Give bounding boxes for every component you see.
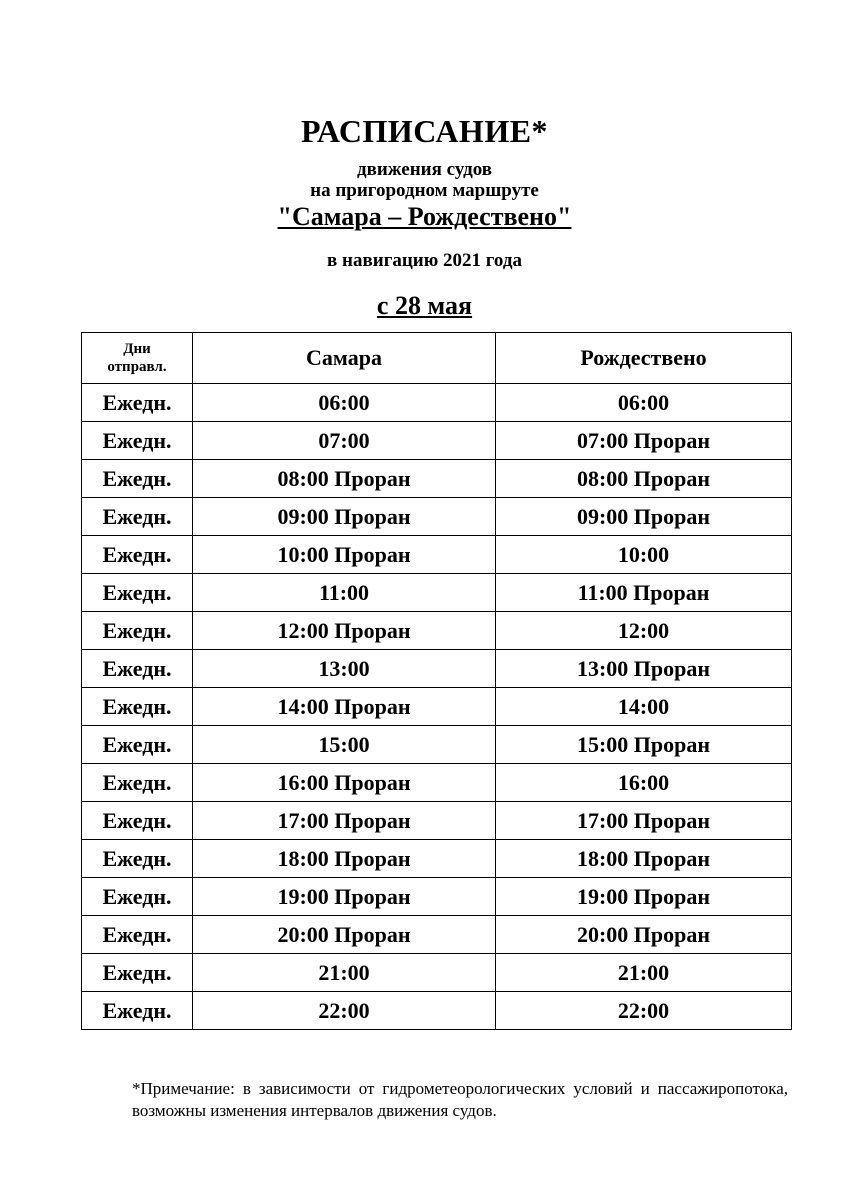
cell-days: Ежедн. (82, 422, 193, 460)
cell-samara: 17:00 Проран (193, 802, 496, 840)
cell-rozhdestveno: 22:00 (496, 992, 792, 1030)
cell-rozhdestveno: 10:00 (496, 536, 792, 574)
table-row (82, 688, 792, 726)
cell-samara: 18:00 Проран (193, 840, 496, 878)
cell-samara: 15:00 (193, 726, 496, 764)
subtitle-line-2: на пригородном маршруте (310, 180, 539, 201)
cell-rozhdestveno: 11:00 Проран (496, 574, 792, 612)
schedule-table (81, 332, 792, 1030)
cell-days: Ежедн. (82, 878, 193, 916)
cell-rozhdestveno: 17:00 Проран (496, 802, 792, 840)
header-rozhdestveno: Рождествено (496, 333, 792, 384)
table-row (82, 954, 792, 992)
cell-rozhdestveno: 20:00 Проран (496, 916, 792, 954)
subtitle-line-1: движения судов (356, 159, 493, 180)
table-row (82, 422, 792, 460)
page-title: РАСПИСАНИЕ* (300, 113, 549, 149)
cell-rozhdestveno: 06:00 (496, 384, 792, 422)
table-row (82, 992, 792, 1030)
cell-days: Ежедн. (82, 802, 193, 840)
cell-samara: 16:00 Проран (193, 764, 496, 802)
cell-samara: 06:00 (193, 384, 496, 422)
cell-rozhdestveno: 19:00 Проран (496, 878, 792, 916)
table-row (82, 726, 792, 764)
table-row (82, 384, 792, 422)
cell-rozhdestveno: 09:00 Проран (496, 498, 792, 536)
cell-days: Ежедн. (82, 916, 193, 954)
header-days-line-2: отправл. (107, 359, 167, 375)
cell-samara: 20:00 Проран (193, 916, 496, 954)
table-row (82, 916, 792, 954)
cell-days: Ежедн. (82, 384, 193, 422)
navigation-season: в навигацию 2021 года (327, 250, 522, 271)
cell-samara: 21:00 (193, 954, 496, 992)
footnote: *Примечание: в зависимости от гидрометеорологических условий и пассажиропотока, возможны изменения интервалов движения судов. (132, 1079, 788, 1120)
cell-rozhdestveno: 12:00 (496, 612, 792, 650)
cell-samara: 19:00 Проран (193, 878, 496, 916)
cell-rozhdestveno: 14:00 (496, 688, 792, 726)
cell-days: Ежедн. (82, 650, 193, 688)
cell-samara: 09:00 Проран (193, 498, 496, 536)
cell-days: Ежедн. (82, 840, 193, 878)
cell-days: Ежедн. (82, 688, 193, 726)
table-row (82, 840, 792, 878)
table-row (82, 650, 792, 688)
cell-samara: 08:00 Проран (193, 460, 496, 498)
table-row (82, 536, 792, 574)
cell-rozhdestveno: 07:00 Проран (496, 422, 792, 460)
cell-days: Ежедн. (82, 612, 193, 650)
table-row (82, 498, 792, 536)
cell-days: Ежедн. (82, 764, 193, 802)
cell-rozhdestveno: 15:00 Проран (496, 726, 792, 764)
cell-samara: 10:00 Проран (193, 536, 496, 574)
cell-samara: 13:00 (193, 650, 496, 688)
cell-samara: 07:00 (193, 422, 496, 460)
table-header-row (82, 333, 792, 384)
header-samara: Самара (193, 333, 496, 384)
table-row (82, 764, 792, 802)
cell-days: Ежедн. (82, 726, 193, 764)
cell-rozhdestveno: 18:00 Проран (496, 840, 792, 878)
table-row (82, 574, 792, 612)
cell-rozhdestveno: 21:00 (496, 954, 792, 992)
cell-days: Ежедн. (82, 992, 193, 1030)
cell-days: Ежедн. (82, 954, 193, 992)
start-date: с 28 мая (376, 291, 473, 320)
cell-days: Ежедн. (82, 536, 193, 574)
cell-rozhdestveno: 16:00 (496, 764, 792, 802)
cell-rozhdestveno: 08:00 Проран (496, 460, 792, 498)
table-row (82, 612, 792, 650)
cell-days: Ежедн. (82, 574, 193, 612)
route-name: "Самара – Рождествено" (277, 202, 572, 231)
cell-days: Ежедн. (82, 498, 193, 536)
table-row (82, 802, 792, 840)
cell-days: Ежедн. (82, 460, 193, 498)
cell-rozhdestveno: 13:00 Проран (496, 650, 792, 688)
header-days (82, 333, 193, 384)
cell-samara: 12:00 Проран (193, 612, 496, 650)
cell-samara: 14:00 Проран (193, 688, 496, 726)
table-row (82, 878, 792, 916)
cell-samara: 11:00 (193, 574, 496, 612)
cell-samara: 22:00 (193, 992, 496, 1030)
header-days-line-1: Дни (123, 341, 151, 357)
table-row (82, 460, 792, 498)
